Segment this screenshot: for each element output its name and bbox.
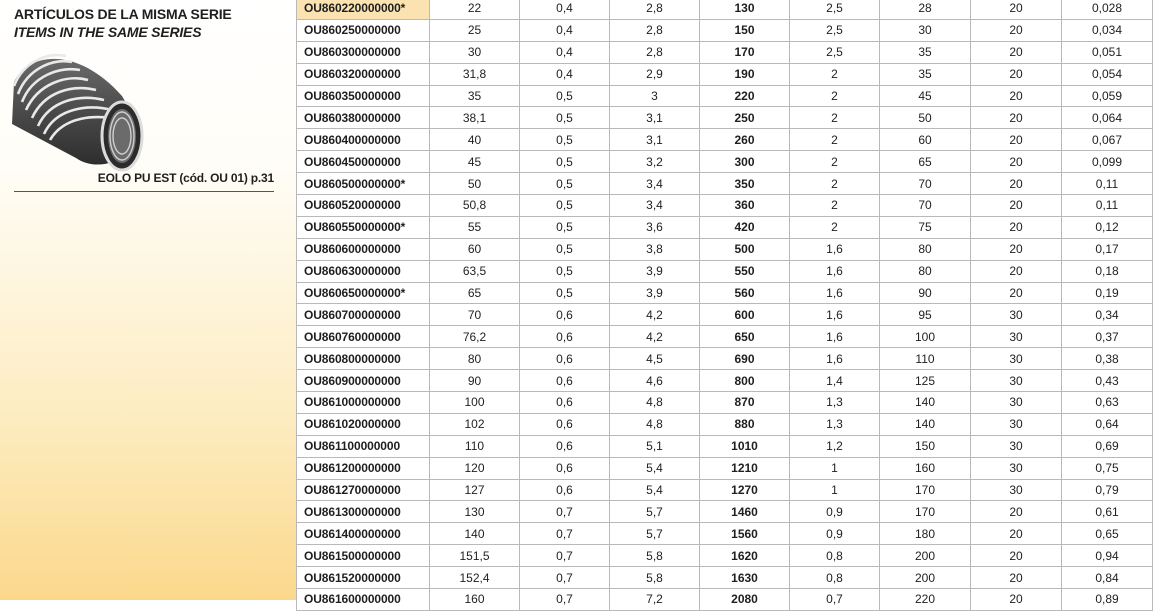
value-cell: 0,028 xyxy=(1062,0,1153,19)
item-code-cell[interactable]: OU860760000000 xyxy=(297,326,430,348)
value-cell: 500 xyxy=(700,238,790,260)
value-cell: 200 xyxy=(880,545,971,567)
value-cell: 95 xyxy=(880,304,971,326)
value-cell: 0,6 xyxy=(520,370,610,392)
value-cell: 152,4 xyxy=(430,567,520,589)
value-cell: 5,4 xyxy=(610,457,700,479)
value-cell: 0,19 xyxy=(1062,282,1153,304)
value-cell: 2 xyxy=(790,129,880,151)
value-cell: 1,6 xyxy=(790,304,880,326)
value-cell: 0,4 xyxy=(520,0,610,19)
value-cell: 0,12 xyxy=(1062,216,1153,238)
value-cell: 2 xyxy=(790,216,880,238)
value-cell: 3,6 xyxy=(610,216,700,238)
table-row xyxy=(297,85,1153,107)
table-row xyxy=(297,260,1153,282)
table-row xyxy=(297,151,1153,173)
value-cell: 20 xyxy=(971,129,1062,151)
value-cell: 690 xyxy=(700,348,790,370)
item-code-cell[interactable]: OU860400000000 xyxy=(297,129,430,151)
value-cell: 63,5 xyxy=(430,260,520,282)
value-cell: 0,5 xyxy=(520,195,610,217)
table-row xyxy=(297,0,1153,19)
table-row xyxy=(297,41,1153,63)
item-code-cell[interactable]: OU860500000000* xyxy=(297,173,430,195)
item-code-cell[interactable]: OU860550000000* xyxy=(297,216,430,238)
value-cell: 1,6 xyxy=(790,238,880,260)
table-row xyxy=(297,107,1153,129)
value-cell: 20 xyxy=(971,63,1062,85)
value-cell: 0,6 xyxy=(520,326,610,348)
related-item-link[interactable]: EOLO PU EST (cód. OU 01) p.31 xyxy=(97,171,274,185)
item-code-cell[interactable]: OU861200000000 xyxy=(297,457,430,479)
value-cell: 0,6 xyxy=(520,479,610,501)
value-cell: 90 xyxy=(880,282,971,304)
value-cell: 20 xyxy=(971,545,1062,567)
item-code-cell[interactable]: OU860220000000* xyxy=(297,0,430,19)
value-cell: 20 xyxy=(971,107,1062,129)
value-cell: 1630 xyxy=(700,567,790,589)
table-row xyxy=(297,370,1153,392)
value-cell: 170 xyxy=(880,479,971,501)
value-cell: 65 xyxy=(430,282,520,304)
value-cell: 35 xyxy=(880,41,971,63)
value-cell: 55 xyxy=(430,216,520,238)
item-code-cell[interactable]: OU860650000000* xyxy=(297,282,430,304)
value-cell: 0,34 xyxy=(1062,304,1153,326)
item-code-cell[interactable]: OU861020000000 xyxy=(297,413,430,435)
value-cell: 30 xyxy=(971,479,1062,501)
table-row xyxy=(297,19,1153,41)
value-cell: 28 xyxy=(880,0,971,19)
value-cell: 0,4 xyxy=(520,19,610,41)
value-cell: 40 xyxy=(430,129,520,151)
value-cell: 3,9 xyxy=(610,282,700,304)
value-cell: 20 xyxy=(971,85,1062,107)
value-cell: 2 xyxy=(790,151,880,173)
value-cell: 127 xyxy=(430,479,520,501)
item-code-cell[interactable]: OU860520000000 xyxy=(297,195,430,217)
value-cell: 0,8 xyxy=(790,545,880,567)
item-code-cell[interactable]: OU860300000000 xyxy=(297,41,430,63)
value-cell: 70 xyxy=(430,304,520,326)
value-cell: 0,4 xyxy=(520,63,610,85)
value-cell: 550 xyxy=(700,260,790,282)
value-cell: 3,8 xyxy=(610,238,700,260)
value-cell: 800 xyxy=(700,370,790,392)
value-cell: 60 xyxy=(430,238,520,260)
value-cell: 2,5 xyxy=(790,19,880,41)
value-cell: 650 xyxy=(700,326,790,348)
value-cell: 0,5 xyxy=(520,173,610,195)
value-cell: 0,7 xyxy=(520,589,610,611)
value-cell: 151,5 xyxy=(430,545,520,567)
value-cell: 76,2 xyxy=(430,326,520,348)
hose-product-image[interactable] xyxy=(10,46,148,174)
value-cell: 2 xyxy=(790,107,880,129)
value-cell: 30 xyxy=(971,392,1062,414)
value-cell: 300 xyxy=(700,151,790,173)
value-cell: 160 xyxy=(880,457,971,479)
value-cell: 30 xyxy=(971,435,1062,457)
value-cell: 0,6 xyxy=(520,457,610,479)
value-cell: 3,2 xyxy=(610,151,700,173)
value-cell: 20 xyxy=(971,501,1062,523)
table-row xyxy=(297,238,1153,260)
table-row xyxy=(297,195,1153,217)
value-cell: 30 xyxy=(971,457,1062,479)
value-cell: 1 xyxy=(790,457,880,479)
value-cell: 0,6 xyxy=(520,435,610,457)
value-cell: 5,7 xyxy=(610,501,700,523)
value-cell: 0,5 xyxy=(520,260,610,282)
value-cell: 250 xyxy=(700,107,790,129)
table-row xyxy=(297,63,1153,85)
divider xyxy=(14,191,274,192)
value-cell: 20 xyxy=(971,19,1062,41)
value-cell: 1,3 xyxy=(790,392,880,414)
table-row xyxy=(297,523,1153,545)
value-cell: 0,64 xyxy=(1062,413,1153,435)
value-cell: 0,17 xyxy=(1062,238,1153,260)
item-code-cell[interactable]: OU860630000000 xyxy=(297,260,430,282)
item-code-cell[interactable]: OU860900000000 xyxy=(297,370,430,392)
spec-table-body xyxy=(297,0,1153,610)
value-cell: 140 xyxy=(880,392,971,414)
value-cell: 90 xyxy=(430,370,520,392)
value-cell: 0,7 xyxy=(520,567,610,589)
value-cell: 1010 xyxy=(700,435,790,457)
spec-table xyxy=(296,0,1153,611)
table-row xyxy=(297,326,1153,348)
value-cell: 0,79 xyxy=(1062,479,1153,501)
value-cell: 100 xyxy=(880,326,971,348)
value-cell: 4,2 xyxy=(610,304,700,326)
value-cell: 1,3 xyxy=(790,413,880,435)
value-cell: 1,6 xyxy=(790,282,880,304)
value-cell: 560 xyxy=(700,282,790,304)
value-cell: 0,064 xyxy=(1062,107,1153,129)
value-cell: 1460 xyxy=(700,501,790,523)
value-cell: 1210 xyxy=(700,457,790,479)
value-cell: 80 xyxy=(880,260,971,282)
value-cell: 70 xyxy=(880,173,971,195)
value-cell: 1,6 xyxy=(790,260,880,282)
value-cell: 600 xyxy=(700,304,790,326)
item-code-cell[interactable]: OU861300000000 xyxy=(297,501,430,523)
value-cell: 0,034 xyxy=(1062,19,1153,41)
value-cell: 5,8 xyxy=(610,567,700,589)
value-cell: 3,4 xyxy=(610,173,700,195)
value-cell: 3,1 xyxy=(610,107,700,129)
value-cell: 0,94 xyxy=(1062,545,1153,567)
value-cell: 0,051 xyxy=(1062,41,1153,63)
value-cell: 0,059 xyxy=(1062,85,1153,107)
value-cell: 2 xyxy=(790,85,880,107)
value-cell: 75 xyxy=(880,216,971,238)
item-code-cell[interactable]: OU860700000000 xyxy=(297,304,430,326)
value-cell: 5,7 xyxy=(610,523,700,545)
value-cell: 2,5 xyxy=(790,0,880,19)
value-cell: 50,8 xyxy=(430,195,520,217)
value-cell: 20 xyxy=(971,567,1062,589)
table-row xyxy=(297,589,1153,611)
value-cell: 0,37 xyxy=(1062,326,1153,348)
value-cell: 130 xyxy=(430,501,520,523)
value-cell: 870 xyxy=(700,392,790,414)
value-cell: 25 xyxy=(430,19,520,41)
value-cell: 3,9 xyxy=(610,260,700,282)
value-cell: 20 xyxy=(971,282,1062,304)
table-row xyxy=(297,545,1153,567)
value-cell: 0,6 xyxy=(520,304,610,326)
table-row xyxy=(297,282,1153,304)
value-cell: 0,4 xyxy=(520,41,610,63)
table-row xyxy=(297,392,1153,414)
value-cell: 3,4 xyxy=(610,195,700,217)
value-cell: 110 xyxy=(430,435,520,457)
value-cell: 50 xyxy=(880,107,971,129)
value-cell: 38,1 xyxy=(430,107,520,129)
value-cell: 0,7 xyxy=(520,501,610,523)
value-cell: 20 xyxy=(971,195,1062,217)
value-cell: 0,067 xyxy=(1062,129,1153,151)
value-cell: 5,1 xyxy=(610,435,700,457)
item-code-cell[interactable]: OU860380000000 xyxy=(297,107,430,129)
value-cell: 0,65 xyxy=(1062,523,1153,545)
value-cell: 2 xyxy=(790,195,880,217)
value-cell: 0,61 xyxy=(1062,501,1153,523)
value-cell: 20 xyxy=(971,238,1062,260)
value-cell: 30 xyxy=(971,304,1062,326)
value-cell: 0,9 xyxy=(790,523,880,545)
item-code-cell[interactable]: OU861270000000 xyxy=(297,479,430,501)
value-cell: 2 xyxy=(790,173,880,195)
value-cell: 20 xyxy=(971,173,1062,195)
value-cell: 1,6 xyxy=(790,348,880,370)
spec-table-wrapper xyxy=(296,0,1160,611)
value-cell: 4,8 xyxy=(610,413,700,435)
value-cell: 22 xyxy=(430,0,520,19)
series-heading-es: ARTÍCULOS DE LA MISMA SERIE xyxy=(14,6,232,22)
value-cell: 20 xyxy=(971,0,1062,19)
value-cell: 150 xyxy=(880,435,971,457)
value-cell: 170 xyxy=(700,41,790,63)
value-cell: 0,099 xyxy=(1062,151,1153,173)
value-cell: 190 xyxy=(700,63,790,85)
value-cell: 200 xyxy=(880,567,971,589)
value-cell: 0,6 xyxy=(520,413,610,435)
item-code-cell[interactable]: OU860800000000 xyxy=(297,348,430,370)
value-cell: 880 xyxy=(700,413,790,435)
value-cell: 30 xyxy=(971,413,1062,435)
value-cell: 35 xyxy=(430,85,520,107)
item-code-cell[interactable]: OU861100000000 xyxy=(297,435,430,457)
value-cell: 3 xyxy=(610,85,700,107)
value-cell: 0,5 xyxy=(520,129,610,151)
value-cell: 50 xyxy=(430,173,520,195)
value-cell: 20 xyxy=(971,216,1062,238)
value-cell: 0,7 xyxy=(520,523,610,545)
value-cell: 130 xyxy=(700,0,790,19)
value-cell: 3,1 xyxy=(610,129,700,151)
value-cell: 0,75 xyxy=(1062,457,1153,479)
item-code-cell[interactable]: OU861500000000 xyxy=(297,545,430,567)
value-cell: 30 xyxy=(971,370,1062,392)
value-cell: 1,4 xyxy=(790,370,880,392)
value-cell: 1270 xyxy=(700,479,790,501)
value-cell: 30 xyxy=(971,348,1062,370)
value-cell: 0,38 xyxy=(1062,348,1153,370)
value-cell: 0,11 xyxy=(1062,173,1153,195)
value-cell: 45 xyxy=(880,85,971,107)
value-cell: 420 xyxy=(700,216,790,238)
value-cell: 4,2 xyxy=(610,326,700,348)
value-cell: 110 xyxy=(880,348,971,370)
value-cell: 0,5 xyxy=(520,107,610,129)
value-cell: 0,8 xyxy=(790,567,880,589)
table-row xyxy=(297,457,1153,479)
value-cell: 2,8 xyxy=(610,0,700,19)
value-cell: 0,89 xyxy=(1062,589,1153,611)
value-cell: 5,4 xyxy=(610,479,700,501)
value-cell: 220 xyxy=(880,589,971,611)
value-cell: 5,8 xyxy=(610,545,700,567)
table-row xyxy=(297,304,1153,326)
value-cell: 0,6 xyxy=(520,392,610,414)
value-cell: 180 xyxy=(880,523,971,545)
value-cell: 0,18 xyxy=(1062,260,1153,282)
value-cell: 1 xyxy=(790,479,880,501)
value-cell: 170 xyxy=(880,501,971,523)
value-cell: 20 xyxy=(971,260,1062,282)
item-code-cell[interactable]: OU860600000000 xyxy=(297,238,430,260)
value-cell: 30 xyxy=(430,41,520,63)
item-code-cell[interactable]: OU860450000000 xyxy=(297,151,430,173)
value-cell: 80 xyxy=(430,348,520,370)
item-code-cell[interactable]: OU860320000000 xyxy=(297,63,430,85)
value-cell: 0,7 xyxy=(520,545,610,567)
value-cell: 20 xyxy=(971,523,1062,545)
item-code-cell[interactable]: OU860250000000 xyxy=(297,19,430,41)
value-cell: 30 xyxy=(880,19,971,41)
value-cell: 140 xyxy=(430,523,520,545)
item-code-cell[interactable]: OU860350000000 xyxy=(297,85,430,107)
value-cell: 350 xyxy=(700,173,790,195)
value-cell: 360 xyxy=(700,195,790,217)
value-cell: 2,5 xyxy=(790,41,880,63)
value-cell: 160 xyxy=(430,589,520,611)
value-cell: 140 xyxy=(880,413,971,435)
value-cell: 4,5 xyxy=(610,348,700,370)
table-row xyxy=(297,501,1153,523)
item-code-cell[interactable]: OU861520000000 xyxy=(297,567,430,589)
value-cell: 260 xyxy=(700,129,790,151)
table-row xyxy=(297,413,1153,435)
value-cell: 65 xyxy=(880,151,971,173)
series-panel xyxy=(0,0,296,600)
value-cell: 35 xyxy=(880,63,971,85)
value-cell: 20 xyxy=(971,589,1062,611)
value-cell: 60 xyxy=(880,129,971,151)
value-cell: 0,63 xyxy=(1062,392,1153,414)
table-row xyxy=(297,173,1153,195)
value-cell: 0,054 xyxy=(1062,63,1153,85)
value-cell: 4,8 xyxy=(610,392,700,414)
table-row xyxy=(297,567,1153,589)
value-cell: 2,8 xyxy=(610,19,700,41)
table-row xyxy=(297,435,1153,457)
value-cell: 0,43 xyxy=(1062,370,1153,392)
table-row xyxy=(297,216,1153,238)
item-code-cell[interactable]: OU861600000000 xyxy=(297,589,430,611)
value-cell: 0,11 xyxy=(1062,195,1153,217)
value-cell: 0,69 xyxy=(1062,435,1153,457)
value-cell: 2,8 xyxy=(610,41,700,63)
value-cell: 0,84 xyxy=(1062,567,1153,589)
value-cell: 45 xyxy=(430,151,520,173)
value-cell: 2 xyxy=(790,63,880,85)
value-cell: 100 xyxy=(430,392,520,414)
value-cell: 4,6 xyxy=(610,370,700,392)
value-cell: 7,2 xyxy=(610,589,700,611)
value-cell: 0,5 xyxy=(520,238,610,260)
value-cell: 1620 xyxy=(700,545,790,567)
value-cell: 102 xyxy=(430,413,520,435)
table-row xyxy=(297,348,1153,370)
value-cell: 1,2 xyxy=(790,435,880,457)
value-cell: 125 xyxy=(880,370,971,392)
item-code-cell[interactable]: OU861400000000 xyxy=(297,523,430,545)
value-cell: 20 xyxy=(971,151,1062,173)
value-cell: 0,5 xyxy=(520,282,610,304)
value-cell: 0,5 xyxy=(520,85,610,107)
value-cell: 0,7 xyxy=(790,589,880,611)
value-cell: 0,5 xyxy=(520,216,610,238)
value-cell: 150 xyxy=(700,19,790,41)
series-heading-en: ITEMS IN THE SAME SERIES xyxy=(14,24,202,40)
value-cell: 20 xyxy=(971,41,1062,63)
value-cell: 0,9 xyxy=(790,501,880,523)
value-cell: 1,6 xyxy=(790,326,880,348)
value-cell: 0,5 xyxy=(520,151,610,173)
value-cell: 2080 xyxy=(700,589,790,611)
value-cell: 220 xyxy=(700,85,790,107)
table-row xyxy=(297,479,1153,501)
item-code-cell[interactable]: OU861000000000 xyxy=(297,392,430,414)
value-cell: 31,8 xyxy=(430,63,520,85)
value-cell: 1560 xyxy=(700,523,790,545)
value-cell: 2,9 xyxy=(610,63,700,85)
value-cell: 30 xyxy=(971,326,1062,348)
value-cell: 70 xyxy=(880,195,971,217)
value-cell: 120 xyxy=(430,457,520,479)
value-cell: 0,6 xyxy=(520,348,610,370)
table-row xyxy=(297,129,1153,151)
value-cell: 80 xyxy=(880,238,971,260)
